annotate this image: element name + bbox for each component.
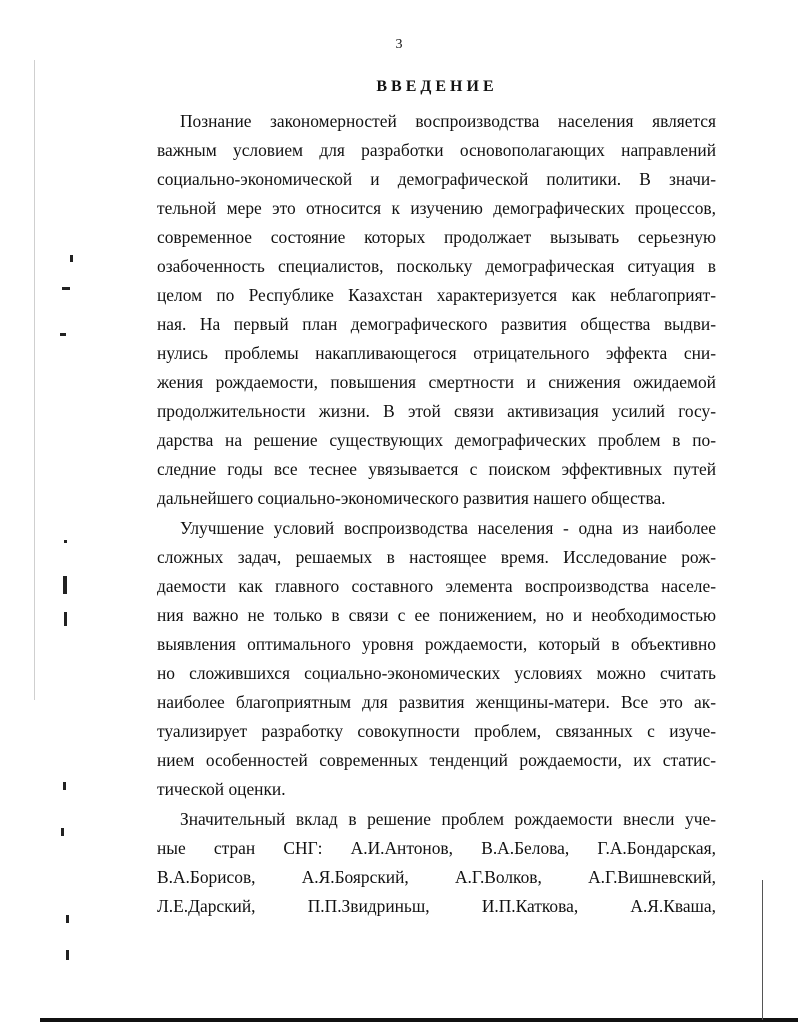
- text-line: даемости как главного составного элемента воспроизводства населе-: [157, 576, 716, 596]
- text-line: важным условием для разработки основополагающих направлений: [157, 140, 716, 160]
- scan-right-edge-line: [762, 880, 763, 1020]
- text-line: дарства на решение существующих демографических проблем в по-: [157, 430, 716, 450]
- text-line: тической оценки.: [157, 779, 286, 799]
- section-title: ВВЕДЕНИЕ: [376, 78, 498, 95]
- text-line: наиболее благоприятным для развития женщины-матери. Все это ак-: [157, 692, 716, 712]
- text-line: жения рождаемости, повышения смертности и снижения ожидаемой: [157, 372, 716, 392]
- text-line: ния важно не только в связи с ее понижением, но и необходимостью: [157, 605, 716, 625]
- scan-speck: [62, 287, 70, 290]
- text-line: социально-экономической и демографической политики. В значи-: [157, 169, 716, 189]
- scan-speck: [70, 255, 73, 262]
- text-line: но сложившихся социально-экономических условиях можно считать: [157, 663, 716, 683]
- text-line: туализирует разработку совокупности проблем, связанных с изуче-: [157, 721, 716, 741]
- scan-speck: [60, 333, 66, 336]
- text-line: нием особенностей современных тенденций рождаемости, их статис-: [157, 750, 716, 770]
- text-line: тельной мере это относится к изучению демографических процессов,: [157, 198, 716, 218]
- scan-speck: [63, 576, 67, 594]
- text-line: нулись проблемы накапливающегося отрицательного эффекта сни-: [157, 343, 716, 363]
- text-line: озабоченность специалистов, поскольку демографическая ситуация в: [157, 256, 716, 276]
- page-number: 3: [395, 37, 403, 52]
- scan-speck: [66, 915, 69, 923]
- scan-speck: [61, 828, 64, 836]
- scan-speck: [64, 540, 67, 543]
- scan-speck: [66, 950, 69, 960]
- text-line: продолжительности жизни. В этой связи активизация усилий госу-: [157, 401, 716, 421]
- text-line: следние годы все теснее увязывается с поиском эффективных путей: [157, 459, 716, 479]
- text-line: ная. На первый план демографического развития общества выдви-: [157, 314, 716, 334]
- text-line: Улучшение условий воспроизводства населения - одна из наиболее: [180, 518, 716, 538]
- text-line: Значительный вклад в решение проблем рождаемости внесли уче-: [180, 809, 716, 829]
- text-line: целом по Республике Казахстан характеризуется как неблагоприят-: [157, 285, 716, 305]
- text-line: Познание закономерностей воспроизводства населения является: [180, 111, 716, 131]
- text-line: сложных задач, решаемых в настоящее время. Исследование рож-: [157, 547, 716, 567]
- text-line: ные стран СНГ: А.И.Антонов, В.А.Белова, Г.А.Бондарская,: [157, 838, 716, 858]
- text-line: современное состояние которых продолжает вызывать серьезную: [157, 227, 716, 247]
- scan-left-margin-line: [34, 60, 35, 700]
- scan-bottom-edge-line: [40, 1018, 798, 1022]
- text-line: дальнейшего социально-экономического развития нашего общества.: [157, 488, 666, 508]
- text-line: Л.Е.Дарский, П.П.Звидриньш, И.П.Каткова, А.Я.Кваша,: [157, 896, 716, 916]
- text-line: выявления оптимального уровня рождаемости, который в объективно: [157, 634, 716, 654]
- text-line: В.А.Борисов, А.Я.Боярский, А.Г.Волков, А.Г.Вишневский,: [157, 867, 716, 887]
- scan-speck: [63, 782, 66, 790]
- scan-speck: [64, 612, 67, 626]
